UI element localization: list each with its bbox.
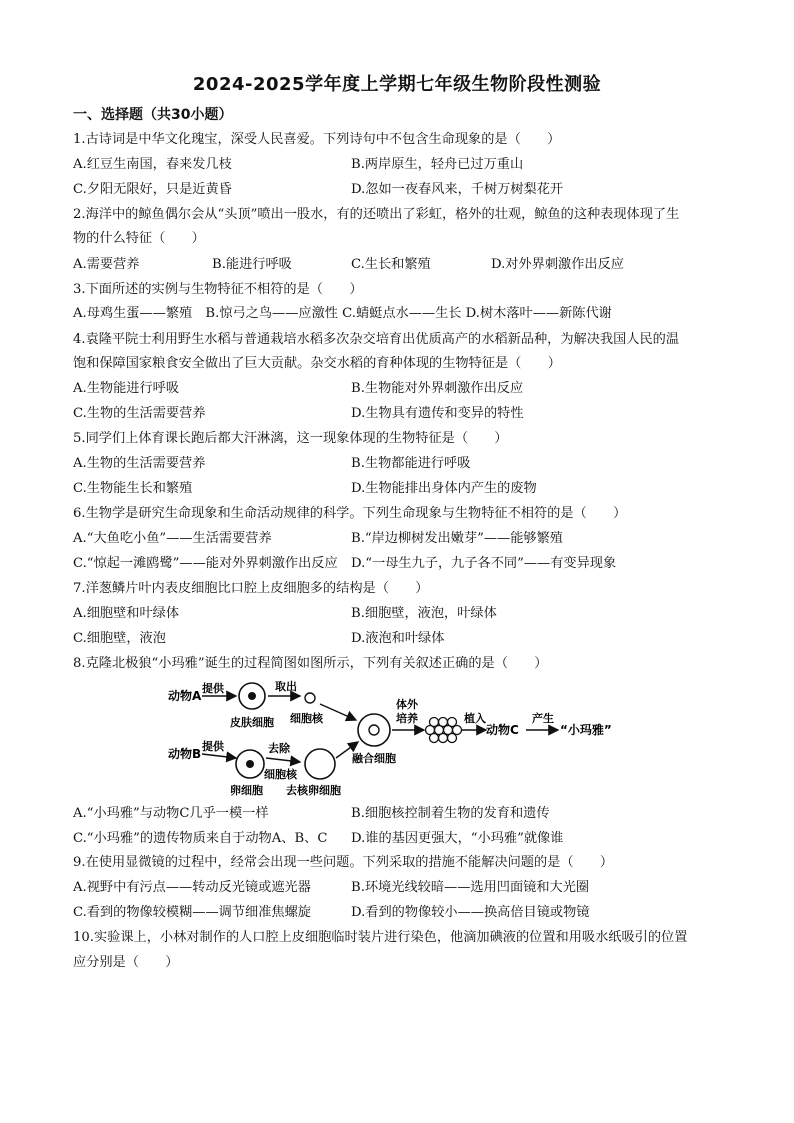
question-7-option-b: B.细胞壁，液泡，叶绿体 bbox=[351, 606, 497, 621]
question-2-stem-line-1: 2.海洋中的鲸鱼偶尔会从“头顶”喷出一股水，有的还喷出了彩虹，格外的壮观，鲸鱼的这种表现体现了生 bbox=[73, 207, 680, 222]
label-culture: 培养 bbox=[396, 712, 418, 725]
question-5-option-b: B.生物都能进行呼吸 bbox=[351, 456, 471, 471]
question-4-option-c: C.生物的生活需要营养 bbox=[73, 406, 206, 421]
arrow-remove bbox=[266, 758, 300, 762]
fused-cell-nucleus bbox=[369, 725, 379, 735]
egg-cell-nucleus bbox=[246, 760, 254, 768]
page-title: 2024-2025学年度上学期七年级生物阶段性测验 bbox=[192, 74, 602, 95]
extracted-nucleus bbox=[305, 693, 315, 703]
question-5-option-a: A.生物的生活需要营养 bbox=[73, 456, 206, 471]
question-4-stem-line-1: 4.袁隆平院士利用野生水稻与普通栽培水稻多次杂交培育出优质高产的水稻新品种，为解决我国人民的温 bbox=[73, 332, 680, 347]
question-8-option-d: D.谁的基因更强大，“小玛雅”就像谁 bbox=[351, 831, 564, 846]
question-10-stem-line-2: 应分别是（ ） bbox=[73, 955, 179, 970]
label-enucleated-egg: 去核卵细胞 bbox=[286, 784, 341, 796]
label-little-maya: “小玛雅” bbox=[560, 723, 612, 737]
skin-cell-nucleus bbox=[248, 692, 256, 700]
question-5-option-c: C.生物能生长和繁殖 bbox=[73, 481, 193, 496]
question-5-stem: 5.同学们上体育课长跑后都大汗淋漓，这一现象体现的生物特征是（ ） bbox=[73, 431, 508, 446]
question-1-option-d: D.忽如一夜春风来，千树万树梨花开 bbox=[351, 182, 564, 197]
question-8-stem: 8.克隆北极狼“小玛雅”诞生的过程简图如图所示，下列有关叙述正确的是（ ） bbox=[73, 656, 548, 671]
label-produce: 产生 bbox=[532, 712, 554, 725]
question-8-option-a: A.“小玛雅”与动物C几乎一模一样 bbox=[73, 806, 269, 821]
question-6-option-a: A.“大鱼吃小鱼”——生活需要营养 bbox=[73, 531, 272, 546]
question-2-option-c: C.生长和繁殖 bbox=[351, 257, 431, 272]
question-8-option-b: B.细胞核控制着生物的发育和遗传 bbox=[351, 806, 550, 821]
question-4-option-d: D.生物具有遗传和变异的特性 bbox=[351, 406, 524, 421]
label-remove: 去除 bbox=[268, 742, 290, 755]
question-6-option-b: B.“岸边柳树发出嫩芽”——能够繁殖 bbox=[351, 531, 563, 546]
question-6-stem: 6.生物学是研究生命现象和生命活动规律的科学。下列生命现象与生物特征不相符的是（ ） bbox=[73, 506, 627, 521]
label-egg-cell: 卵细胞 bbox=[230, 784, 263, 796]
label-animal-c: 动物C bbox=[486, 723, 519, 737]
label-take-out: 取出 bbox=[275, 680, 297, 693]
fused-cell-circle bbox=[358, 714, 390, 746]
label-provide-b: 提供 bbox=[202, 740, 224, 753]
section-heading: 一、选择题（共30小题） bbox=[73, 107, 233, 123]
question-1-stem: 1.古诗词是中华文化瑰宝，深受人民喜爱。下列诗句中不包含生命现象的是（ ） bbox=[73, 132, 561, 147]
question-1-option-c: C.夕阳无限好，只是近黄昏 bbox=[73, 182, 232, 197]
question-1-option-a: A.红豆生南国，春来发几枝 bbox=[73, 157, 232, 172]
question-9-option-a: A.视野中有污点——转动反光镜或遮光器 bbox=[73, 880, 311, 895]
question-4-option-b: B.生物能对外界刺激作出反应 bbox=[351, 381, 524, 396]
label-animal-a: 动物A bbox=[168, 689, 202, 703]
question-2-stem-line-2: 物的什么特征（ ） bbox=[73, 231, 205, 246]
question-4-stem-line-2: 饱和保障国家粮食安全做出了巨大贡献。杂交水稻的育种体现的生物特征是（ ） bbox=[73, 356, 561, 371]
label-nucleus-b: 细胞核 bbox=[264, 768, 297, 781]
question-6-option-d: D.“一母生九子，九子各不同”——有变异现象 bbox=[351, 556, 617, 571]
question-2-option-a: A.需要营养 bbox=[73, 257, 140, 272]
question-9-option-d: D.看到的物像较小——换高倍目镜或物镜 bbox=[351, 905, 590, 920]
label-fused-cell: 融合细胞 bbox=[352, 752, 396, 765]
label-skin-cell: 皮肤细胞 bbox=[230, 716, 274, 729]
label-in-vitro: 体外 bbox=[396, 698, 418, 711]
question-3-options: A.母鸡生蛋——繁殖 B.惊弓之鸟——应激性 C.蜻蜓点水——生长 D.树木落叶——新陈代谢 bbox=[73, 306, 612, 321]
question-9-option-b: B.环境光线较暗——选用凹面镜和大光圈 bbox=[351, 880, 590, 895]
question-3-stem: 3.下面所述的实例与生物特征不相符的是（ ） bbox=[73, 282, 363, 297]
question-7-stem: 7.洋葱鳞片叶内表皮细胞比口腔上皮细胞多的结构是（ ） bbox=[73, 581, 429, 596]
question-2-option-b: B.能进行呼吸 bbox=[212, 257, 292, 272]
question-10-stem-line-1: 10.实验课上，小林对制作的人口腔上皮细胞临时装片进行染色，他滴加碘液的位置和用吸水纸吸引的位置 bbox=[73, 930, 688, 945]
question-4-option-a: A.生物能进行呼吸 bbox=[73, 381, 180, 396]
question-7-option-c: C.细胞壁，液泡 bbox=[73, 631, 166, 646]
question-7-option-a: A.细胞壁和叶绿体 bbox=[73, 606, 180, 621]
label-animal-b: 动物B bbox=[168, 747, 202, 761]
question-5-option-d: D.生物能排出身体内产生的废物 bbox=[351, 481, 537, 496]
question-7-option-d: D.液泡和叶绿体 bbox=[351, 631, 445, 646]
question-1-option-b: B.两岸原生，轻舟已过万重山 bbox=[351, 157, 524, 172]
question-8-option-c: C.“小玛雅”的遗传物质来自于动物A、B、C bbox=[73, 831, 328, 846]
question-2-option-d: D.对外界刺激作出反应 bbox=[491, 257, 624, 272]
enucleated-egg-circle bbox=[305, 749, 335, 779]
early-embryo-cluster bbox=[426, 718, 462, 743]
question-9-option-c: C.看到的物像较模糊——调节细准焦螺旋 bbox=[73, 905, 311, 920]
cloning-process-diagram bbox=[160, 678, 640, 796]
label-nucleus-a: 细胞核 bbox=[290, 712, 323, 725]
label-provide-a: 提供 bbox=[202, 682, 224, 695]
arrow-nucleus-to-fusion bbox=[320, 704, 356, 720]
question-9-stem: 9.在使用显微镜的过程中，经常会出现一些问题。下列采取的措施不能解决问题的是（ ） bbox=[73, 855, 614, 870]
label-implant: 植入 bbox=[464, 712, 486, 725]
question-6-option-c: C.“惊起一滩鸥鹭”——能对外界刺激作出反应 bbox=[73, 556, 338, 571]
arrow-b-to-egg bbox=[202, 754, 236, 758]
